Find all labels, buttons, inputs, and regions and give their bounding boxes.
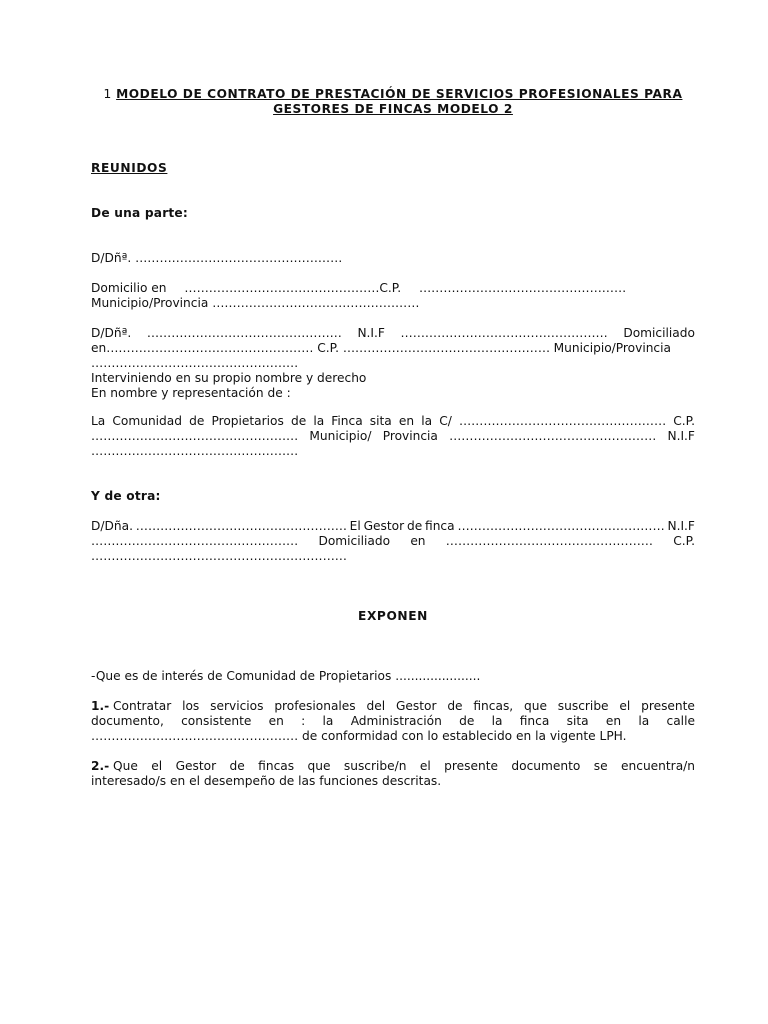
word: calle: [666, 714, 695, 728]
party2-line-3: ………………………………………………………: [91, 549, 347, 563]
word: Contratar: [113, 699, 172, 713]
word: ……………………………………………: [457, 519, 665, 533]
word: fincas: [258, 759, 295, 773]
title-text-1: MODELO DE CONTRATO DE PRESTACIÓN DE SERVICIOS PROFESIONALES PARA: [116, 87, 683, 101]
heading-reunidos: REUNIDOS: [91, 161, 168, 175]
word: Comunidad: [112, 414, 182, 428]
word: ……………………………………………: [400, 326, 608, 340]
word: C.P.: [673, 414, 695, 428]
interviniendo-line: Interviniendo en su propio nombre y derecho: [91, 371, 367, 385]
representacion-line: En nombre y representación de :: [91, 386, 291, 400]
word: la: [638, 714, 650, 728]
exponen-intro: -Que es de interés de Comunidad de Propietarios ......................: [91, 669, 481, 683]
word: suscribe: [557, 699, 609, 713]
party1-line-4: [91, 341, 671, 356]
word: presente: [641, 699, 695, 713]
word: se: [593, 759, 608, 773]
comunidad-line-3: ……………………………………………: [91, 444, 299, 458]
party1-municipio-line: Municipio/Provincia ……………………………………………: [91, 296, 420, 310]
word: ……………………………………………: [445, 534, 653, 548]
word: Gestor: [363, 519, 405, 533]
word: encuentra/n: [621, 759, 695, 773]
comunidad-line-2: [91, 429, 695, 444]
footnote-number: 1: [103, 87, 112, 101]
comunidad-line-1: [91, 414, 695, 429]
title-text-2: GESTORES DE FINCAS MODELO 2: [273, 102, 513, 116]
word: sita: [369, 414, 392, 428]
word: [91, 759, 138, 774]
clause-2-line-1: [91, 759, 695, 774]
word: Gestor: [175, 759, 217, 773]
word: Municipio/: [309, 429, 372, 443]
word: …………………………………………….: [135, 519, 347, 533]
word: Domiciliado: [318, 534, 391, 548]
word: ……………………………………………: [449, 429, 657, 443]
word: en: [398, 414, 415, 428]
word: de: [189, 414, 205, 428]
word: Propietarios: [211, 414, 284, 428]
word: en…………………………………………… C.P. ……………………………………………: [91, 341, 551, 355]
clause-1-number: 1.-: [91, 699, 110, 713]
word: D/Dña.: [91, 519, 133, 533]
word: ……………………………………………: [418, 281, 627, 295]
word: la: [491, 714, 503, 728]
word: documento: [511, 759, 581, 773]
word: finca: [425, 519, 455, 533]
word: [91, 699, 171, 714]
word: la: [421, 414, 433, 428]
word: Gestor: [395, 699, 437, 713]
heading-y-de-otra: Y de otra:: [91, 489, 161, 503]
word: documento,: [91, 714, 164, 728]
word: la: [313, 414, 325, 428]
word: el: [619, 699, 631, 713]
clause-1-line-2: [91, 714, 695, 729]
word: que: [307, 759, 331, 773]
word: El: [349, 519, 361, 533]
word: el: [151, 759, 163, 773]
party1-dna-line: D/Dñª. ……………………………………………: [91, 251, 343, 265]
word: C.P.: [673, 534, 695, 548]
word: Administración: [350, 714, 442, 728]
party2-line-1: [91, 519, 695, 534]
word: D/Dñª.: [91, 326, 132, 340]
party1-domicilio-line: [91, 281, 627, 296]
word: el: [419, 759, 431, 773]
word: ……………………………………………: [91, 429, 299, 443]
word: del: [366, 699, 386, 713]
word: de: [290, 414, 307, 428]
word: N.I.F: [667, 429, 695, 443]
word: N.I.F: [357, 326, 385, 340]
word: Finca: [331, 414, 363, 428]
clause-2-number: 2.-: [91, 759, 110, 773]
word: en: [605, 714, 622, 728]
word: en: [268, 714, 284, 728]
word: ……………………………………………: [458, 414, 667, 428]
word: de: [229, 759, 245, 773]
word: profesionales: [274, 699, 356, 713]
clause-1-line-3: …………………………………………… de conformidad con lo establecido en la vigente LPH.: [91, 729, 627, 743]
word: N.I.F: [667, 519, 695, 533]
word: la: [322, 714, 334, 728]
word: …………………………………………: [146, 326, 342, 340]
word: Provincia: [382, 429, 438, 443]
clause-2-line-2: interesado/s en el desempeño de las funciones descritas.: [91, 774, 442, 788]
word: servicios: [210, 699, 264, 713]
party1-line-5: ……………………………………………: [91, 356, 299, 370]
word: …………………………………………C.P.: [184, 281, 402, 295]
document-title-line-2: [91, 102, 695, 117]
clause-1-line-1: [91, 699, 695, 714]
word: sita: [566, 714, 589, 728]
word: Domiciliado: [623, 326, 695, 340]
word: La: [91, 414, 106, 428]
word: Que: [113, 759, 138, 773]
word: fincas,: [473, 699, 514, 713]
word: ……………………………………………: [91, 534, 299, 548]
heading-de-una-parte: De una parte:: [91, 206, 188, 220]
word: C/: [439, 414, 452, 428]
word: de: [406, 519, 423, 533]
document-title-line-1: [91, 87, 695, 102]
word: los: [182, 699, 200, 713]
word: finca: [519, 714, 550, 728]
word: en: [410, 534, 426, 548]
word: suscribe/n: [343, 759, 407, 773]
word: Domicilio en: [91, 281, 167, 295]
party2-line-2: [91, 534, 695, 549]
word: :: [301, 714, 306, 728]
word: Municipio/Provincia: [553, 341, 671, 355]
word: que: [524, 699, 547, 713]
word: presente: [444, 759, 498, 773]
word: de: [459, 714, 475, 728]
party1-line-3: [91, 326, 695, 341]
heading-exponen: EXPONEN: [358, 609, 428, 623]
word: de: [447, 699, 463, 713]
word: consistente: [181, 714, 252, 728]
